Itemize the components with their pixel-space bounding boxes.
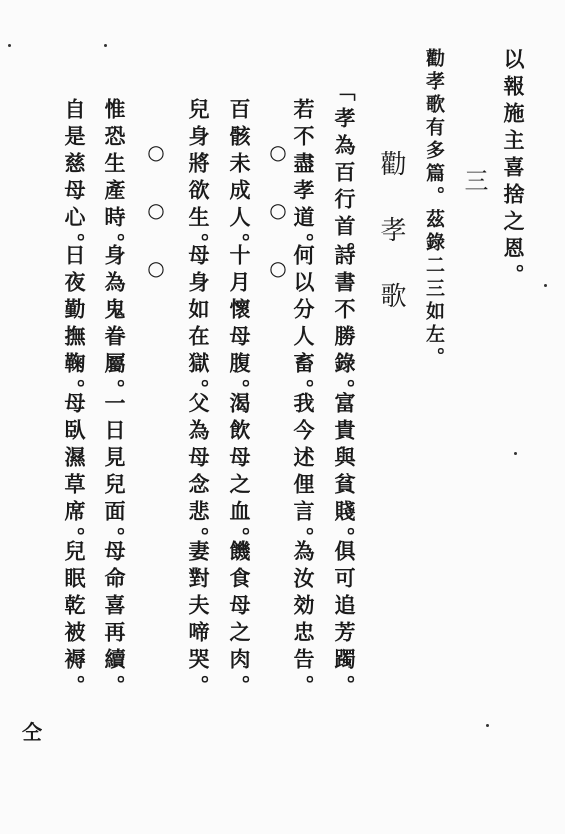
scan-speck: [104, 44, 107, 47]
poem-line-5-part-2: 身為鬼眷屬。: [102, 244, 127, 406]
poem-line-1-part-1: 「孝為百行首。: [332, 80, 357, 269]
page-number: 仝: [22, 720, 42, 744]
scan-speck: [486, 724, 489, 727]
poem-line-2-part-2: 何以分人畜。: [291, 244, 316, 406]
poem-line-5-part-4: 母命喜再續。: [102, 540, 127, 702]
poem-line-4-part-2: 母身如在獄。: [186, 244, 211, 406]
intro-line: 勸孝歌有多篇。茲錄二三如左。: [423, 48, 445, 370]
poem-line-1-part-2: 詩書不勝錄。: [332, 244, 357, 406]
circle-mark: ○: [144, 140, 168, 198]
top-line: 以報施主喜捨之恩。: [501, 48, 526, 291]
poem-line-6-part-4: 兒眠乾被褥。: [62, 540, 87, 702]
circle-mark: ○: [144, 198, 168, 256]
poem-line-3-part-4: 饑食母之肉。: [227, 540, 252, 702]
poem-line-6-part-3: 母臥濕草席。: [62, 392, 87, 554]
poem-line-6-part-2: 日夜勤撫鞠。: [62, 244, 87, 406]
poem-line-4-part-1: 兒身將欲生。: [186, 98, 211, 260]
poem-line-5-part-1: 惟恐生產時。: [102, 98, 127, 260]
circle-marks-left: [146, 140, 166, 314]
circle-mark: ○: [266, 198, 290, 256]
poem-line-1-part-3: 富貴與貧賤。: [332, 392, 357, 554]
poem-line-2-part-1: 若不盡孝道。: [291, 98, 316, 260]
poem-line-5-part-3: 一日見兒面。: [102, 392, 127, 554]
poem-line-2-part-4: 為汝効忠告。: [291, 540, 316, 702]
poem-line-6-part-1: 自是慈母心。: [62, 98, 87, 260]
scan-speck: [514, 452, 517, 455]
poem-line-3-part-1: 百骸未成人。: [227, 98, 252, 260]
circle-marks-right: [268, 140, 288, 314]
scan-speck: [544, 284, 547, 287]
poem-line-4-part-3: 父為母念悲。: [186, 392, 211, 554]
poem-title: 勸孝歌: [376, 150, 406, 348]
poem-line-4-part-4: 妻對夫啼哭。: [186, 540, 211, 702]
section-number: 三: [460, 168, 488, 192]
poem-line-3-part-2: 十月懷母腹。: [227, 244, 252, 406]
poem-line-3-part-3: 渴飲母之血。: [227, 392, 252, 554]
poem-line-2-part-3: 我今述俚言。: [291, 392, 316, 554]
poem-line-1-part-4: 俱可追芳躅。: [332, 540, 357, 702]
scan-speck: [8, 44, 11, 47]
circle-mark: ○: [266, 256, 290, 314]
circle-mark: ○: [266, 140, 290, 198]
circle-mark: ○: [144, 256, 168, 314]
